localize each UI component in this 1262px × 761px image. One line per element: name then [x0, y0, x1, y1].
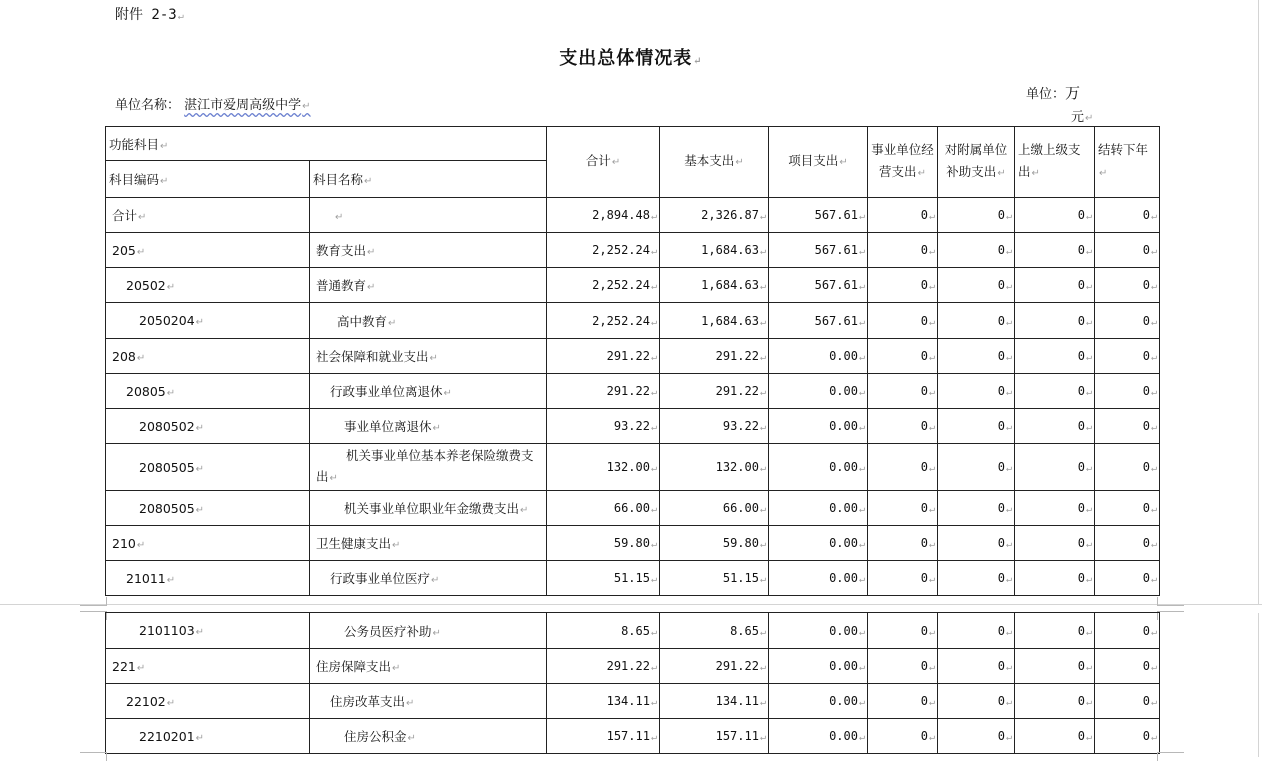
- cell-name: 行政事业单位离退休 ↵: [310, 374, 547, 409]
- cell-affiliated: 0 ↵: [938, 198, 1015, 233]
- expenditure-table-continued: [105, 612, 1160, 754]
- cell-name: 住房公积金 ↵: [310, 719, 547, 754]
- cell-carry: 0 ↵: [1095, 526, 1160, 561]
- cell-code: 22102 ↵: [106, 684, 310, 719]
- cell-upper: 0 ↵: [1015, 719, 1095, 754]
- cell-carry: 0 ↵: [1095, 339, 1160, 374]
- cell-upper: 0 ↵: [1015, 339, 1095, 374]
- cell-affiliated: 0 ↵: [938, 339, 1015, 374]
- cell-basic: 59.80 ↵: [660, 526, 769, 561]
- cell-business: 0 ↵: [868, 198, 938, 233]
- cell-basic: 1,684.63 ↵: [660, 303, 769, 339]
- cell-carry: 0 ↵: [1095, 374, 1160, 409]
- cell-project: 0.00 ↵: [769, 444, 868, 491]
- header-affiliated: 对附属单位补助支出 ↵: [938, 127, 1015, 198]
- cell-affiliated: 0 ↵: [938, 526, 1015, 561]
- cell-code: 2080505 ↵: [106, 444, 310, 491]
- cell-business: 0 ↵: [868, 339, 938, 374]
- header-basic: 基本支出 ↵: [660, 127, 769, 198]
- cell-total: 51.15 ↵: [547, 561, 660, 596]
- cell-code: 合计 ↵: [106, 198, 310, 233]
- unit-value-line1: 万: [1065, 84, 1081, 102]
- header-func-subject: 功能科目 ↵: [106, 127, 547, 161]
- cell-upper: 0 ↵: [1015, 561, 1095, 596]
- cell-total: 132.00 ↵: [547, 444, 660, 491]
- cell-business: 0 ↵: [868, 561, 938, 596]
- cell-total: 134.11 ↵: [547, 684, 660, 719]
- cell-project: 567.61 ↵: [769, 198, 868, 233]
- cell-project: 567.61 ↵: [769, 303, 868, 339]
- cell-code: 2080505 ↵: [106, 491, 310, 526]
- cell-code: 20502 ↵: [106, 268, 310, 303]
- cell-carry: 0 ↵: [1095, 303, 1160, 339]
- cell-name: 住房改革支出 ↵: [310, 684, 547, 719]
- cell-code: 2050204 ↵: [106, 303, 310, 339]
- cell-affiliated: 0 ↵: [938, 303, 1015, 339]
- cell-total: 291.22 ↵: [547, 374, 660, 409]
- header-total: 合计 ↵: [547, 127, 660, 198]
- table-row: [106, 233, 1160, 268]
- cell-affiliated: 0 ↵: [938, 719, 1015, 754]
- cell-upper: 0 ↵: [1015, 374, 1095, 409]
- cell-upper: 0 ↵: [1015, 526, 1095, 561]
- cell-carry: 0 ↵: [1095, 491, 1160, 526]
- cell-carry: 0 ↵: [1095, 561, 1160, 596]
- cell-basic: 132.00 ↵: [660, 444, 769, 491]
- table-row: [106, 444, 1160, 491]
- table-row: [106, 561, 1160, 596]
- cell-name: 行政事业单位医疗 ↵: [310, 561, 547, 596]
- cell-upper: 0 ↵: [1015, 303, 1095, 339]
- table-row: [106, 339, 1160, 374]
- cell-project: 0.00 ↵: [769, 339, 868, 374]
- unit-name-value: 湛江市爱周高级中学 ↵: [184, 98, 310, 113]
- cell-basic: 157.11 ↵: [660, 719, 769, 754]
- crop-mark: [80, 597, 107, 606]
- page-title: 支出总体情况表 ↵: [0, 44, 1262, 70]
- cell-name: 公务员医疗补助 ↵: [310, 613, 547, 649]
- header-upper: 上缴上级支出 ↵: [1015, 127, 1095, 198]
- cell-business: 0 ↵: [868, 268, 938, 303]
- cell-affiliated: 0 ↵: [938, 561, 1015, 596]
- header-project: 项目支出 ↵: [769, 127, 868, 198]
- cell-total: 93.22 ↵: [547, 409, 660, 444]
- cell-total: 157.11 ↵: [547, 719, 660, 754]
- table-row: [106, 719, 1160, 754]
- cell-project: 0.00 ↵: [769, 719, 868, 754]
- cell-basic: 134.11 ↵: [660, 684, 769, 719]
- cell-upper: 0 ↵: [1015, 444, 1095, 491]
- cell-project: 0.00 ↵: [769, 561, 868, 596]
- cell-code: 208 ↵: [106, 339, 310, 374]
- cell-name: 卫生健康支出 ↵: [310, 526, 547, 561]
- cell-total: 66.00 ↵: [547, 491, 660, 526]
- cell-total: 291.22 ↵: [547, 339, 660, 374]
- cell-carry: 0 ↵: [1095, 233, 1160, 268]
- cell-upper: 0 ↵: [1015, 684, 1095, 719]
- cell-project: 0.00 ↵: [769, 491, 868, 526]
- cell-carry: 0 ↵: [1095, 719, 1160, 754]
- crop-mark: [1157, 611, 1184, 620]
- cell-business: 0 ↵: [868, 303, 938, 339]
- table-row: [106, 374, 1160, 409]
- crop-mark: [80, 611, 107, 620]
- table-row: [106, 684, 1160, 719]
- cell-code: 2101103 ↵: [106, 613, 310, 649]
- cell-code: 205 ↵: [106, 233, 310, 268]
- cell-name: 普通教育 ↵: [310, 268, 547, 303]
- cell-name: 社会保障和就业支出 ↵: [310, 339, 547, 374]
- cell-code: 221 ↵: [106, 649, 310, 684]
- unit-name-line: [115, 94, 311, 113]
- cell-name: 事业单位离退休 ↵: [310, 409, 547, 444]
- cell-carry: 0 ↵: [1095, 613, 1160, 649]
- page-edge: [1258, 0, 1259, 757]
- cell-affiliated: 0 ↵: [938, 233, 1015, 268]
- header-carry: 结转下年 ↵: [1095, 127, 1160, 198]
- cell-basic: 93.22 ↵: [660, 409, 769, 444]
- cell-carry: 0 ↵: [1095, 268, 1160, 303]
- cell-basic: 291.22 ↵: [660, 374, 769, 409]
- cell-upper: 0 ↵: [1015, 649, 1095, 684]
- cell-affiliated: 0 ↵: [938, 374, 1015, 409]
- cell-total: 59.80 ↵: [547, 526, 660, 561]
- cell-basic: 1,684.63 ↵: [660, 268, 769, 303]
- cell-upper: 0 ↵: [1015, 233, 1095, 268]
- cell-name: 教育支出 ↵: [310, 233, 547, 268]
- cell-code: 2210201 ↵: [106, 719, 310, 754]
- cell-basic: 8.65 ↵: [660, 613, 769, 649]
- cell-project: 0.00 ↵: [769, 613, 868, 649]
- table-row: [106, 649, 1160, 684]
- table-row: [106, 613, 1160, 649]
- cell-affiliated: 0 ↵: [938, 613, 1015, 649]
- cell-project: 567.61 ↵: [769, 268, 868, 303]
- cell-code: 20805 ↵: [106, 374, 310, 409]
- table-row: [106, 268, 1160, 303]
- header-code: 科目编码 ↵: [106, 161, 310, 198]
- cell-basic: 2,326.87 ↵: [660, 198, 769, 233]
- cell-basic: 291.22 ↵: [660, 649, 769, 684]
- cell-carry: 0 ↵: [1095, 444, 1160, 491]
- cell-project: 0.00 ↵: [769, 649, 868, 684]
- cell-name: 高中教育 ↵: [310, 303, 547, 339]
- attachment-label: 附件 2-3 ↵: [115, 4, 184, 24]
- cell-basic: 66.00 ↵: [660, 491, 769, 526]
- header-name: 科目名称 ↵: [310, 161, 547, 198]
- cell-business: 0 ↵: [868, 613, 938, 649]
- cell-upper: 0 ↵: [1015, 613, 1095, 649]
- cell-upper: 0 ↵: [1015, 409, 1095, 444]
- header-business: 事业单位经营支出 ↵: [868, 127, 938, 198]
- cell-name: 住房保障支出 ↵: [310, 649, 547, 684]
- cell-name: 机关事业单位职业年金缴费支出 ↵: [310, 491, 547, 526]
- cell-business: 0 ↵: [868, 526, 938, 561]
- cell-business: 0 ↵: [868, 233, 938, 268]
- cell-carry: 0 ↵: [1095, 649, 1160, 684]
- cell-project: 567.61 ↵: [769, 233, 868, 268]
- cell-project: 0.00 ↵: [769, 409, 868, 444]
- table-row: [106, 198, 1160, 233]
- cell-total: 291.22 ↵: [547, 649, 660, 684]
- cell-carry: 0 ↵: [1095, 409, 1160, 444]
- table-row: [106, 526, 1160, 561]
- cell-total: 2,894.48 ↵: [547, 198, 660, 233]
- table-row: [106, 409, 1160, 444]
- cell-basic: 51.15 ↵: [660, 561, 769, 596]
- cell-affiliated: 0 ↵: [938, 491, 1015, 526]
- unit-label: [1026, 82, 1080, 103]
- cell-business: 0 ↵: [868, 719, 938, 754]
- cell-affiliated: 0 ↵: [938, 649, 1015, 684]
- cell-affiliated: 0 ↵: [938, 444, 1015, 491]
- cell-code: 2080502 ↵: [106, 409, 310, 444]
- cell-carry: 0 ↵: [1095, 198, 1160, 233]
- cell-code: 21011 ↵: [106, 561, 310, 596]
- expenditure-table: [105, 126, 1160, 596]
- cell-carry: 0 ↵: [1095, 684, 1160, 719]
- cell-business: 0 ↵: [868, 374, 938, 409]
- cell-project: 0.00 ↵: [769, 374, 868, 409]
- cell-affiliated: 0 ↵: [938, 684, 1015, 719]
- cell-project: 0.00 ↵: [769, 526, 868, 561]
- cell-basic: 291.22 ↵: [660, 339, 769, 374]
- cell-basic: 1,684.63 ↵: [660, 233, 769, 268]
- cell-upper: 0 ↵: [1015, 268, 1095, 303]
- cell-total: 2,252.24 ↵: [547, 303, 660, 339]
- cell-upper: 0 ↵: [1015, 491, 1095, 526]
- cell-total: 2,252.24 ↵: [547, 233, 660, 268]
- cell-business: 0 ↵: [868, 409, 938, 444]
- unit-label-text: 单位：: [1026, 87, 1066, 102]
- table-row: [106, 303, 1160, 339]
- cell-business: 0 ↵: [868, 684, 938, 719]
- cell-affiliated: 0 ↵: [938, 409, 1015, 444]
- cell-affiliated: 0 ↵: [938, 268, 1015, 303]
- cell-name: 机关事业单位基本养老保险缴费支出 ↵: [310, 444, 547, 491]
- header-row-1: [106, 127, 1160, 161]
- cell-name: [310, 198, 547, 233]
- cell-upper: 0 ↵: [1015, 198, 1095, 233]
- cell-total: 8.65 ↵: [547, 613, 660, 649]
- cell-code: 210 ↵: [106, 526, 310, 561]
- cell-project: 0.00 ↵: [769, 684, 868, 719]
- cell-business: 0 ↵: [868, 649, 938, 684]
- cell-business: 0 ↵: [868, 491, 938, 526]
- unit-name-label: 单位名称：: [115, 98, 181, 113]
- unit-value-line2: 元 ↵: [1071, 106, 1093, 125]
- crop-mark: [1157, 597, 1184, 606]
- table-row: [106, 491, 1160, 526]
- cell-business: 0 ↵: [868, 444, 938, 491]
- cell-total: 2,252.24 ↵: [547, 268, 660, 303]
